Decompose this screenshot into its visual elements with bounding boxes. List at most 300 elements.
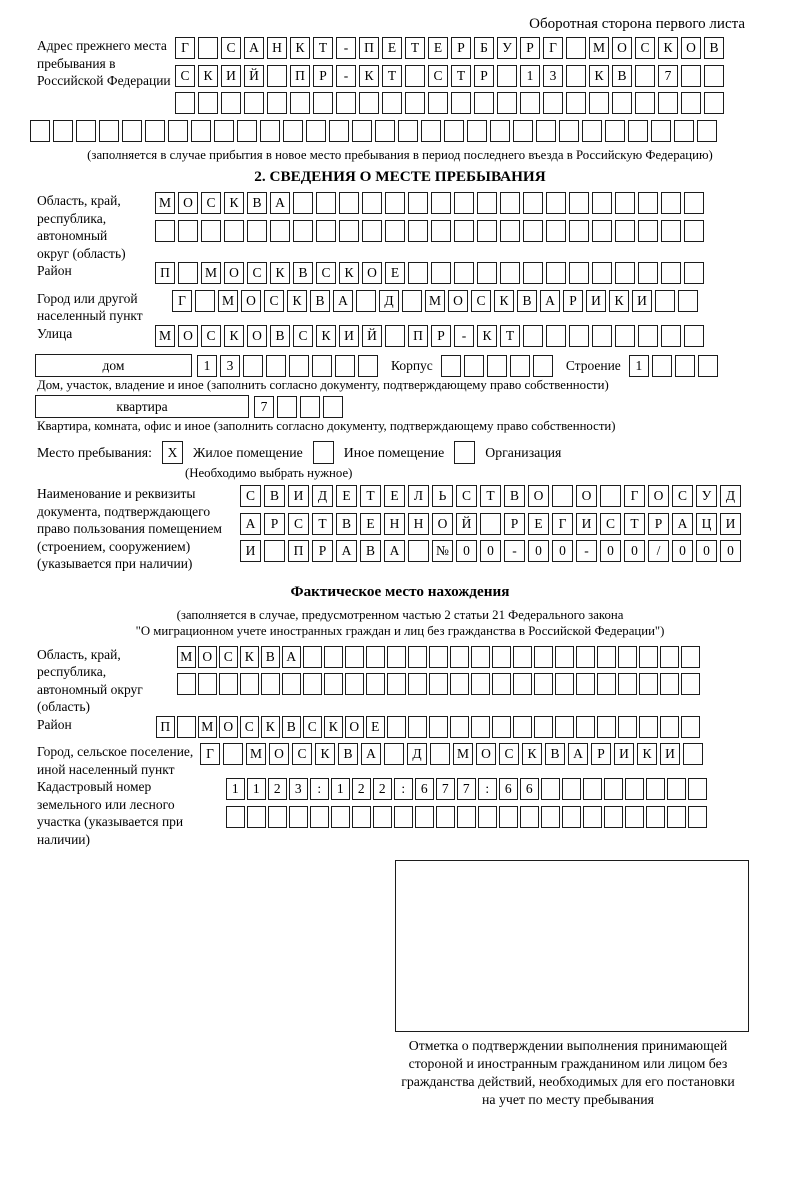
char-cell: 7 bbox=[436, 778, 455, 800]
char-cell: А bbox=[361, 743, 381, 765]
char-cell bbox=[293, 220, 313, 242]
street-field bbox=[37, 325, 800, 353]
char-cell: С bbox=[288, 513, 309, 535]
char-cell bbox=[566, 92, 586, 114]
previous-address-row-3 bbox=[175, 92, 800, 114]
char-cell: О bbox=[178, 192, 198, 214]
char-cell: Е bbox=[428, 37, 448, 59]
char-cell: Г bbox=[552, 513, 573, 535]
char-cell: С bbox=[240, 485, 261, 507]
char-cell: С bbox=[247, 262, 267, 284]
char-cell: О bbox=[576, 485, 597, 507]
char-cell bbox=[359, 92, 379, 114]
char-cell bbox=[500, 192, 520, 214]
char-cell bbox=[704, 65, 724, 87]
char-cell bbox=[177, 673, 196, 695]
char-cell: Г bbox=[200, 743, 220, 765]
char-cell: Е bbox=[382, 37, 402, 59]
char-cell bbox=[408, 540, 429, 562]
char-cell: С bbox=[428, 65, 448, 87]
char-cell: Т bbox=[624, 513, 645, 535]
char-cell: Г bbox=[624, 485, 645, 507]
char-cell: И bbox=[614, 743, 634, 765]
previous-address-section bbox=[37, 37, 800, 120]
char-cell: К bbox=[270, 262, 290, 284]
char-cell: Т bbox=[480, 485, 501, 507]
char-cell bbox=[178, 262, 198, 284]
previous-address-note: (заполняется в случае прибытия в новое место пребывания в период последнего въезда в Российскую Федерацию) bbox=[87, 148, 713, 162]
char-cell bbox=[408, 646, 427, 668]
char-cell: 0 bbox=[552, 540, 573, 562]
char-cell bbox=[444, 120, 464, 142]
char-cell: Е bbox=[366, 716, 385, 738]
char-cell bbox=[243, 355, 263, 377]
char-cell bbox=[221, 92, 241, 114]
char-cell bbox=[175, 92, 195, 114]
char-cell bbox=[513, 716, 532, 738]
char-cell bbox=[289, 355, 309, 377]
char-cell bbox=[277, 396, 297, 418]
char-cell bbox=[569, 325, 589, 347]
char-cell bbox=[688, 806, 707, 828]
char-cell bbox=[500, 220, 520, 242]
char-cell bbox=[467, 120, 487, 142]
char-cell bbox=[569, 262, 589, 284]
char-cell: В bbox=[517, 290, 537, 312]
char-cell bbox=[646, 778, 665, 800]
char-cell: М bbox=[218, 290, 238, 312]
char-cell: К bbox=[261, 716, 280, 738]
char-cell bbox=[198, 37, 218, 59]
house-labelbox: дом bbox=[35, 354, 192, 377]
char-cell: О bbox=[247, 325, 267, 347]
char-cell bbox=[421, 120, 441, 142]
char-cell bbox=[658, 92, 678, 114]
house-number-row bbox=[197, 355, 381, 377]
char-cell bbox=[661, 325, 681, 347]
char-cell bbox=[534, 673, 553, 695]
char-cell bbox=[329, 120, 349, 142]
district-label: Район bbox=[37, 263, 72, 278]
cadastral-row-2 bbox=[226, 806, 800, 828]
char-cell bbox=[562, 778, 581, 800]
char-cell: Н bbox=[408, 513, 429, 535]
char-cell bbox=[429, 673, 448, 695]
char-cell: 1 bbox=[331, 778, 350, 800]
char-cell bbox=[655, 290, 675, 312]
char-cell bbox=[638, 262, 658, 284]
char-cell: М bbox=[453, 743, 473, 765]
house-note: Дом, участок, владение и иное (заполнить согласно документу, подтверждающему право собственности) bbox=[37, 378, 609, 392]
char-cell bbox=[358, 355, 378, 377]
char-cell: А bbox=[672, 513, 693, 535]
previous-address-label: Адрес прежнего места пребывания в Российской Федерации bbox=[37, 38, 171, 88]
char-cell bbox=[678, 290, 698, 312]
char-cell bbox=[471, 716, 490, 738]
char-cell bbox=[704, 92, 724, 114]
char-cell: - bbox=[576, 540, 597, 562]
char-cell: О bbox=[432, 513, 453, 535]
char-cell: О bbox=[178, 325, 198, 347]
char-cell: У bbox=[696, 485, 717, 507]
char-cell bbox=[345, 646, 364, 668]
char-cell bbox=[661, 262, 681, 284]
char-cell bbox=[324, 673, 343, 695]
char-cell: Г bbox=[172, 290, 192, 312]
char-cell bbox=[688, 778, 707, 800]
char-cell bbox=[480, 513, 501, 535]
char-cell: К bbox=[240, 646, 259, 668]
char-cell bbox=[310, 806, 329, 828]
char-cell: И bbox=[576, 513, 597, 535]
char-cell bbox=[681, 673, 700, 695]
char-cell bbox=[520, 92, 540, 114]
char-cell bbox=[168, 120, 188, 142]
char-cell: Б bbox=[474, 37, 494, 59]
char-cell bbox=[675, 355, 695, 377]
checkbox-organization bbox=[454, 441, 475, 464]
char-cell: Т bbox=[313, 37, 333, 59]
char-cell bbox=[477, 192, 497, 214]
char-cell bbox=[487, 355, 507, 377]
char-cell bbox=[471, 673, 490, 695]
char-cell: А bbox=[240, 513, 261, 535]
char-cell: К bbox=[315, 743, 335, 765]
char-cell: С bbox=[175, 65, 195, 87]
char-cell: / bbox=[648, 540, 669, 562]
char-cell bbox=[431, 220, 451, 242]
actual-region-label: Область, край, республика, автономный округ (область) bbox=[37, 646, 143, 714]
char-cell bbox=[583, 806, 602, 828]
char-cell: О bbox=[681, 37, 701, 59]
char-cell bbox=[684, 220, 704, 242]
char-cell bbox=[597, 673, 616, 695]
char-cell bbox=[681, 646, 700, 668]
char-cell bbox=[499, 806, 518, 828]
char-cell bbox=[430, 743, 450, 765]
actual-location-note-2: "О миграционном учете иностранных граждан и лиц без гражданства в Российской Федерации") bbox=[135, 624, 665, 638]
char-cell: 1 bbox=[629, 355, 649, 377]
district-field bbox=[37, 262, 800, 290]
char-cell: К bbox=[339, 262, 359, 284]
previous-address-row-2 bbox=[175, 65, 800, 87]
char-cell bbox=[450, 716, 469, 738]
document-field bbox=[37, 485, 800, 573]
char-cell bbox=[569, 220, 589, 242]
char-cell bbox=[477, 262, 497, 284]
char-cell: В bbox=[338, 743, 358, 765]
char-cell: Р bbox=[474, 65, 494, 87]
char-cell: К bbox=[198, 65, 218, 87]
char-cell bbox=[385, 220, 405, 242]
char-cell bbox=[405, 92, 425, 114]
char-cell bbox=[145, 120, 165, 142]
char-cell: 1 bbox=[226, 778, 245, 800]
char-cell: П bbox=[359, 37, 379, 59]
char-cell bbox=[683, 743, 703, 765]
confirmation-caption bbox=[368, 1037, 768, 1109]
apartment-field bbox=[35, 395, 800, 418]
char-cell bbox=[492, 673, 511, 695]
page-side-note: Оборотная сторона первого листа bbox=[529, 16, 745, 32]
char-cell bbox=[306, 120, 326, 142]
char-cell: Е bbox=[360, 513, 381, 535]
char-cell bbox=[345, 673, 364, 695]
char-cell bbox=[552, 485, 573, 507]
char-cell bbox=[604, 778, 623, 800]
char-cell bbox=[541, 806, 560, 828]
actual-city-label bbox=[37, 743, 195, 778]
cadastral-label: Кадастровый номер земельного или лесного участка (указывается при наличии) bbox=[37, 779, 184, 847]
char-cell bbox=[618, 716, 637, 738]
char-cell: Ь bbox=[432, 485, 453, 507]
char-cell bbox=[283, 120, 303, 142]
char-cell: О bbox=[198, 646, 217, 668]
char-cell: Р bbox=[563, 290, 583, 312]
char-cell: И bbox=[221, 65, 241, 87]
char-cell: Й bbox=[244, 65, 264, 87]
char-cell bbox=[661, 220, 681, 242]
char-cell bbox=[639, 716, 658, 738]
char-cell: Ц bbox=[696, 513, 717, 535]
char-cell bbox=[638, 325, 658, 347]
char-cell bbox=[268, 806, 287, 828]
char-cell bbox=[477, 220, 497, 242]
document-label: Наименование и реквизиты документа, подтверждающего право пользования помещением (строением, сооружением) (указывается при наличии) bbox=[37, 486, 222, 571]
char-cell: С bbox=[316, 262, 336, 284]
char-cell: Р bbox=[504, 513, 525, 535]
char-cell bbox=[523, 325, 543, 347]
char-cell bbox=[497, 92, 517, 114]
char-cell bbox=[385, 325, 405, 347]
char-cell: Т bbox=[382, 65, 402, 87]
char-cell bbox=[660, 716, 679, 738]
char-cell: Й bbox=[362, 325, 382, 347]
stroenie-label: Строение bbox=[565, 357, 621, 373]
char-cell bbox=[366, 646, 385, 668]
char-cell bbox=[635, 92, 655, 114]
char-cell bbox=[513, 673, 532, 695]
city-field bbox=[37, 290, 800, 325]
char-cell: И bbox=[586, 290, 606, 312]
checkbox-other-premises bbox=[313, 441, 334, 464]
char-cell bbox=[336, 92, 356, 114]
char-cell bbox=[576, 646, 595, 668]
char-cell: С bbox=[240, 716, 259, 738]
char-cell bbox=[316, 220, 336, 242]
char-cell: К bbox=[324, 716, 343, 738]
char-cell bbox=[559, 120, 579, 142]
actual-district-field bbox=[37, 716, 800, 744]
char-cell: 2 bbox=[352, 778, 371, 800]
char-cell bbox=[408, 192, 428, 214]
char-cell: К bbox=[477, 325, 497, 347]
char-cell bbox=[224, 220, 244, 242]
char-cell bbox=[214, 120, 234, 142]
char-cell bbox=[261, 673, 280, 695]
char-cell bbox=[384, 743, 404, 765]
char-cell: Е bbox=[336, 485, 357, 507]
char-cell bbox=[382, 92, 402, 114]
char-cell: И bbox=[240, 540, 261, 562]
char-cell bbox=[589, 92, 609, 114]
char-cell bbox=[323, 396, 343, 418]
char-cell: И bbox=[632, 290, 652, 312]
char-cell: Р bbox=[313, 65, 333, 87]
actual-district-label: Район bbox=[37, 716, 72, 732]
char-cell bbox=[155, 220, 175, 242]
char-cell: О bbox=[362, 262, 382, 284]
char-cell: Р bbox=[591, 743, 611, 765]
option-residential-label: Жилое помещение bbox=[192, 444, 303, 460]
char-cell bbox=[639, 673, 658, 695]
char-cell: - bbox=[336, 65, 356, 87]
char-cell: К bbox=[589, 65, 609, 87]
char-cell bbox=[639, 646, 658, 668]
actual-region-row-2 bbox=[177, 673, 800, 695]
char-cell bbox=[681, 65, 701, 87]
char-cell: О bbox=[528, 485, 549, 507]
char-cell bbox=[520, 806, 539, 828]
char-cell: 0 bbox=[672, 540, 693, 562]
char-cell: 7 bbox=[254, 396, 274, 418]
char-cell: И bbox=[660, 743, 680, 765]
char-cell bbox=[661, 192, 681, 214]
char-cell: О bbox=[269, 743, 289, 765]
char-cell bbox=[316, 192, 336, 214]
char-cell: О bbox=[219, 716, 238, 738]
char-cell bbox=[356, 290, 376, 312]
char-cell: И bbox=[339, 325, 359, 347]
char-cell: С bbox=[293, 325, 313, 347]
char-cell: Р bbox=[451, 37, 471, 59]
char-cell bbox=[534, 716, 553, 738]
char-cell bbox=[576, 716, 595, 738]
char-cell bbox=[122, 120, 142, 142]
char-cell bbox=[352, 120, 372, 142]
previous-address-row-1 bbox=[175, 37, 800, 59]
char-cell bbox=[638, 220, 658, 242]
char-cell bbox=[536, 120, 556, 142]
char-cell: Т bbox=[500, 325, 520, 347]
char-cell: А bbox=[244, 37, 264, 59]
actual-city-row bbox=[200, 743, 706, 765]
char-cell bbox=[497, 65, 517, 87]
char-cell bbox=[387, 716, 406, 738]
char-cell bbox=[523, 262, 543, 284]
char-cell bbox=[385, 192, 405, 214]
char-cell: 6 bbox=[520, 778, 539, 800]
char-cell bbox=[226, 806, 245, 828]
char-cell: 0 bbox=[528, 540, 549, 562]
char-cell bbox=[289, 806, 308, 828]
apartment-note: Квартира, комната, офис и иное (заполнить согласно документу, подтверждающему право собственности) bbox=[37, 419, 616, 433]
char-cell: П bbox=[156, 716, 175, 738]
char-cell bbox=[543, 92, 563, 114]
char-cell bbox=[99, 120, 119, 142]
char-cell: Г bbox=[543, 37, 563, 59]
char-cell bbox=[566, 37, 586, 59]
char-cell: Д bbox=[720, 485, 741, 507]
char-cell bbox=[415, 806, 434, 828]
char-cell bbox=[615, 192, 635, 214]
char-cell bbox=[267, 65, 287, 87]
char-cell bbox=[660, 646, 679, 668]
char-cell: О bbox=[612, 37, 632, 59]
char-cell bbox=[436, 806, 455, 828]
char-cell bbox=[219, 673, 238, 695]
char-cell: В bbox=[545, 743, 565, 765]
korpus-row bbox=[441, 355, 556, 377]
char-cell bbox=[674, 120, 694, 142]
char-cell: С bbox=[221, 37, 241, 59]
char-cell: 0 bbox=[720, 540, 741, 562]
char-cell bbox=[592, 192, 612, 214]
char-cell bbox=[667, 778, 686, 800]
char-cell: С bbox=[600, 513, 621, 535]
char-cell: Т bbox=[312, 513, 333, 535]
char-cell bbox=[408, 262, 428, 284]
char-cell bbox=[562, 806, 581, 828]
char-cell bbox=[201, 220, 221, 242]
char-cell bbox=[454, 192, 474, 214]
char-cell bbox=[247, 220, 267, 242]
char-cell: О bbox=[241, 290, 261, 312]
char-cell: В bbox=[264, 485, 285, 507]
char-cell: Т bbox=[405, 37, 425, 59]
region-row-1 bbox=[155, 192, 800, 214]
char-cell: А bbox=[282, 646, 301, 668]
stroenie-row bbox=[629, 355, 721, 377]
char-cell bbox=[223, 743, 243, 765]
char-cell: В bbox=[293, 262, 313, 284]
char-cell: 3 bbox=[289, 778, 308, 800]
char-cell: С bbox=[303, 716, 322, 738]
char-cell bbox=[576, 673, 595, 695]
char-cell bbox=[667, 806, 686, 828]
char-cell: М bbox=[155, 325, 175, 347]
actual-location-title: Фактическое место нахождения bbox=[290, 582, 510, 600]
char-cell bbox=[240, 673, 259, 695]
char-cell bbox=[523, 192, 543, 214]
char-cell: М bbox=[589, 37, 609, 59]
char-cell bbox=[471, 646, 490, 668]
char-cell bbox=[592, 262, 612, 284]
char-cell: К bbox=[359, 65, 379, 87]
char-cell bbox=[402, 290, 422, 312]
char-cell bbox=[293, 192, 313, 214]
char-cell: 1 bbox=[520, 65, 540, 87]
document-row-3 bbox=[240, 540, 800, 562]
char-cell: С bbox=[264, 290, 284, 312]
char-cell bbox=[195, 290, 215, 312]
char-cell bbox=[53, 120, 73, 142]
char-cell: - bbox=[504, 540, 525, 562]
char-cell: А bbox=[384, 540, 405, 562]
char-cell: Д bbox=[312, 485, 333, 507]
char-cell: Т bbox=[360, 485, 381, 507]
city-label: Город или другой населенный пункт bbox=[37, 290, 143, 323]
char-cell bbox=[450, 646, 469, 668]
char-cell: Л bbox=[408, 485, 429, 507]
char-cell bbox=[339, 192, 359, 214]
char-cell bbox=[362, 220, 382, 242]
char-cell: В bbox=[282, 716, 301, 738]
char-cell bbox=[660, 673, 679, 695]
house-field bbox=[35, 354, 800, 377]
char-cell bbox=[282, 673, 301, 695]
char-cell bbox=[428, 92, 448, 114]
